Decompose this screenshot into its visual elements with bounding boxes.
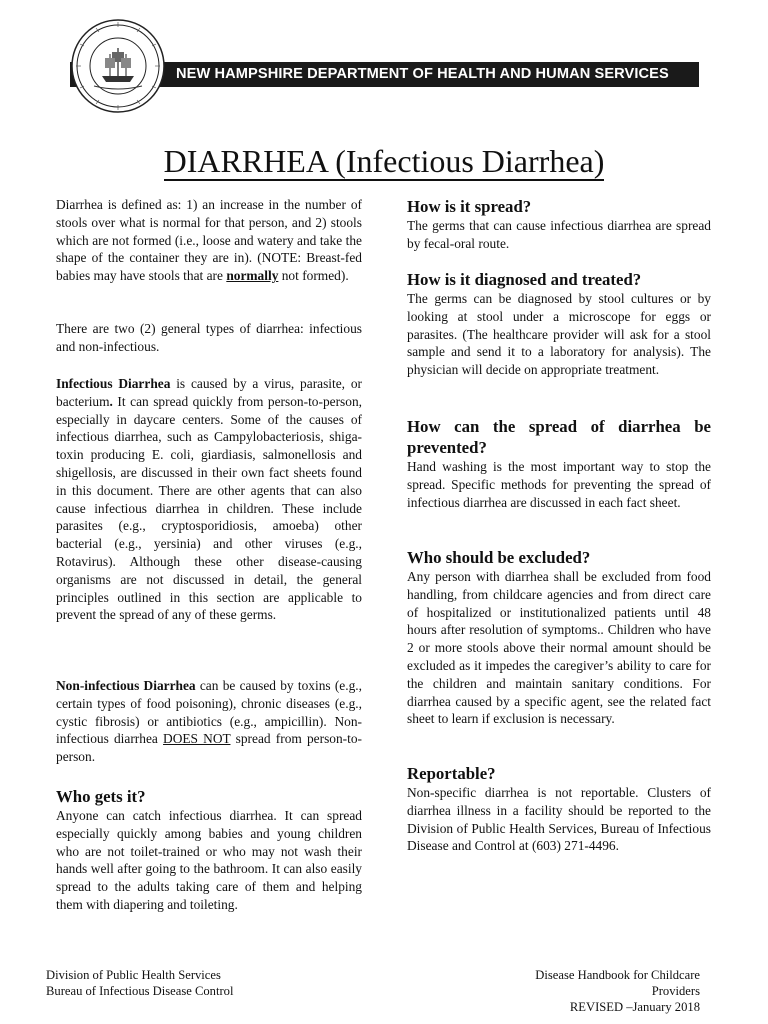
prevention-text: Hand washing is the most important way to stop the spread. Specific methods for preventing the spread of infectious diarrhea are discussed in each fact sheet. bbox=[407, 459, 711, 510]
spread-section bbox=[407, 196, 711, 253]
spread-heading: How is it spread? bbox=[407, 197, 532, 216]
exclusion-section bbox=[407, 547, 711, 728]
exclusion-text: Any person with diarrhea shall be excluded from food handling, from childcare agencies and from direct care of hospitalized or institutionalized patients until 48 hours after resolution of symptoms.. Children who have 2 or more stools above their normal amount should be excluded as it impedes the caregiver’s ability to care for the children and maintain sanitary conditions. For diarrhea caused by a specific agent, see the related fact sheet to learn if exclusion is necessary. bbox=[407, 569, 711, 727]
who-gets-it-heading: Who gets it? bbox=[56, 787, 146, 806]
prevention-section bbox=[407, 416, 711, 511]
page-title: DIARRHEA (Infectious Diarrhea) bbox=[163, 143, 605, 179]
who-gets-it-section bbox=[56, 786, 362, 914]
non-infectious-paragraph: Non-infectious Diarrhea can be caused by toxins (e.g., certain types of food poisoning), chronic diseases (e.g., cystic fibrosis) or antibiotics (e.g., ampicillin). Non-infectious diarrhea DOES NOT spread from person-to-person. bbox=[56, 678, 363, 765]
prevention-heading: How can the spread of diarrhea be prevented? bbox=[407, 417, 711, 457]
diagnosis-text: The germs can be diagnosed by stool cultures or by looking at stool under a microscope for eggs or parasites. (The healthcare provider will ask for a stool sample and send it to a laboratory for analysis). The physician will decide on appropriate treatment. bbox=[407, 291, 711, 378]
spread-text: The germs that can cause infectious diarrhea are spread by fecal-oral route. bbox=[407, 218, 711, 251]
diagnosis-section bbox=[407, 269, 711, 379]
definition-paragraph: Diarrhea is defined as: 1) an increase in the number of stools over what is normal for that person, and 2) stools which are not formed (i.e., loose and watery and take the shape of the container they are in). (NOTE: Breast-fed babies may have stools that are normally not formed). bbox=[56, 197, 362, 284]
exclusion-heading: Who should be excluded? bbox=[407, 548, 591, 567]
footer-right: Disease Handbook for Childcare Providers REVISED –January 2018 bbox=[535, 968, 700, 1014]
reportable-heading: Reportable? bbox=[407, 764, 496, 783]
infectious-paragraph: Infectious Diarrhea is caused by a virus, parasite, or bacterium. It can spread quickly from person-to-person, especially in daycare centers. Some of the causes of infectious diarrhea, such as Campylobacteriosis, shiga-toxin producing E. coli, giardiasis, salmonellosis and shigellosis, are discussed in their own fact sheets found in this document. There are other agents that can also cause infectious diarrhea in children. These include parasites (e.g., cryptosporidiosis, amoeba) other bacterial (e.g., yersinia) and other viruses (e.g., Rotavirus). Although these other disease-causing organisms are not discussed in detail, the general principles outlined in this section are applicable to prevent the spread of any of these germs. bbox=[56, 376, 362, 623]
types-paragraph: There are two (2) general types of diarrhea: infectious and non-infectious. bbox=[56, 321, 362, 354]
diagnosis-heading: How is it diagnosed and treated? bbox=[407, 270, 642, 289]
state-seal-icon bbox=[70, 18, 166, 114]
non-infectious-term: Non-infectious Diarrhea bbox=[56, 678, 196, 693]
reportable-section bbox=[407, 763, 711, 855]
footer-left: Division of Public Health Services Bureau of Infectious Disease Control bbox=[46, 968, 234, 998]
normally-emphasis: normally bbox=[226, 268, 279, 284]
who-gets-it-text: Anyone can catch infectious diarrhea. It can spread especially quickly among babies and young children who are not toilet-trained or who may not wash their hands well after going to the bathroom. It can also easily spread to the adults taking care of them and helping them with diapering and toileting. bbox=[56, 808, 362, 912]
infectious-term: Infectious Diarrhea bbox=[56, 376, 171, 391]
reportable-text: Non-specific diarrhea is not reportable. Clusters of diarrhea illness in a facility should be reported to the Division of Public Health Services, Bureau of Infectious Disease and Control at (603) 271-4496. bbox=[407, 785, 711, 854]
agency-name: NEW HAMPSHIRE DEPARTMENT OF HEALTH AND HUMAN SERVICES bbox=[176, 66, 669, 82]
does-not-emphasis: DOES NOT bbox=[163, 731, 231, 747]
